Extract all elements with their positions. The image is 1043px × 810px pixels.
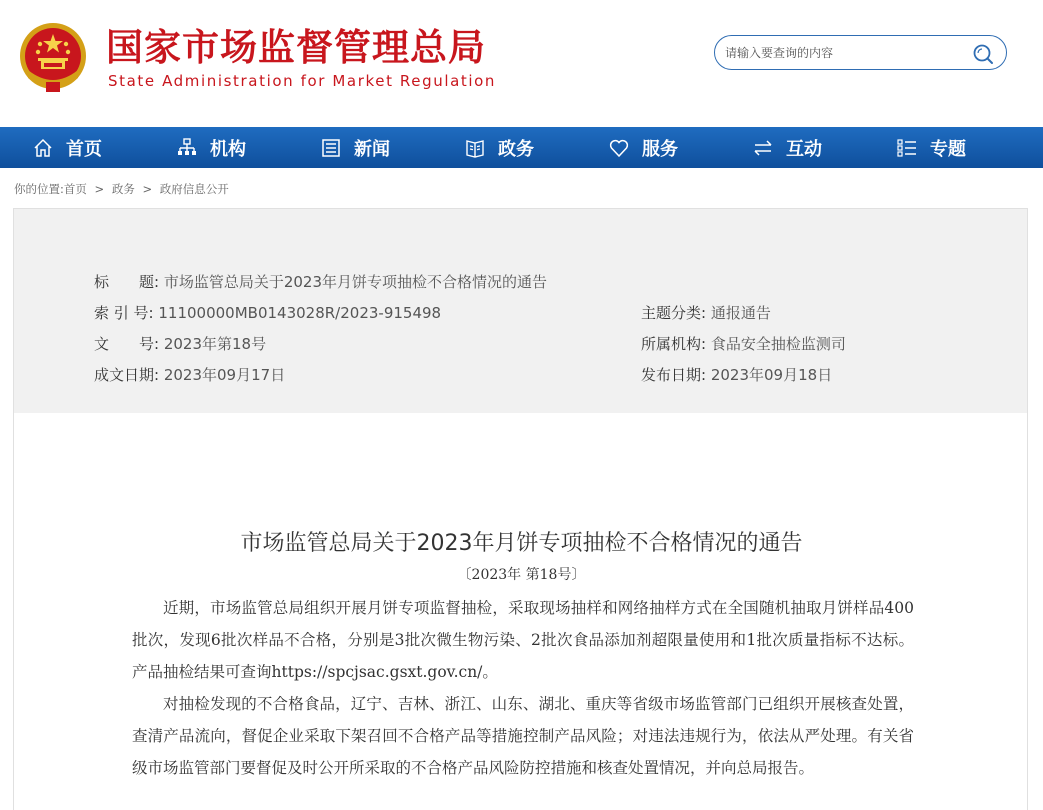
nav-label: 新闻 [354,138,390,160]
site-header [0,0,1043,127]
metadata-category-row [641,302,771,323]
metadata-title-value: 市场监管总局关于2023年月饼专项抽检不合格情况的通告 [163,273,548,291]
metadata-docno-label: 文 号: [94,335,160,353]
document-paragraph: 对抽检发现的不合格食品，辽宁、吉林、浙江、山东、湖北、重庆等省级市场监管部门已组织开展核查处置，查清产品流向，督促企业采取下架召回不合格产品等措施控制产品风险；对违法违规行为，依法从严处理。有关省级市场监管部门要督促及时公开所采取的不合格产品风险防控措施和核查处置情况，并向总局报告。 [132,695,914,777]
breadcrumb-prefix: 你的位置: [14,182,64,196]
breadcrumb [14,181,229,197]
metadata-category-value: 通报通告 [710,304,771,322]
metadata-publish-label: 发布日期: [641,366,707,384]
metadata-category-label: 主题分类: [641,304,707,322]
metadata-title-row [94,271,547,292]
document-metadata-panel [13,208,1028,414]
breadcrumb-link-government-affairs[interactable]: 政务 [111,182,135,196]
national-emblem-icon [16,20,90,96]
nav-label: 专题 [930,138,966,160]
site-title: 国家市场监督管理总局 [106,26,486,69]
nav-label: 互动 [786,138,822,160]
metadata-date-row [94,364,285,385]
government-affairs-icon [464,137,486,159]
metadata-index-value: 11100000MB0143028R/2023-915498 [158,304,442,322]
exchange-arrows-icon [752,137,774,159]
nav-label: 服务 [642,138,678,160]
breadcrumb-separator: > [142,182,153,196]
metadata-agency-label: 所属机构: [641,335,707,353]
nav-item-government-affairs[interactable] [464,127,534,168]
metadata-publish-row [641,364,832,385]
metadata-publish-value: 2023年09月18日 [710,366,833,384]
metadata-date-label: 成文日期: [94,366,160,384]
metadata-docno-value: 2023年第18号 [163,335,267,353]
nav-item-interaction[interactable] [752,127,822,168]
document-body [132,592,914,784]
metadata-index-label: 索 引 号: [94,304,154,322]
site-subtitle: State Administration for Market Regulation [108,72,497,90]
search-box [714,35,1007,70]
news-icon [320,137,342,159]
document-number: 〔2023年 第18号〕 [457,567,586,583]
main-nav [0,127,1043,168]
document-paragraph: 近期，市场监管总局组织开展月饼专项监督抽检，采取现场抽样和网络抽样方式在全国随机抽取月饼样品400批次，发现6批次样品不合格，分别是3批次微生物污染、2批次食品添加剂超限量使用和1批次质量指标不达标。产品抽检结果可查询https://spcjsac.gsxt.gov.cn/。 [132,599,914,681]
metadata-agency-row [641,333,846,354]
heart-icon [608,137,630,159]
search-icon[interactable] [972,43,994,65]
breadcrumb-link-info-disclosure[interactable]: 政府信息公开 [159,182,229,196]
metadata-title-label: 标 题: [94,273,160,291]
nav-label: 首页 [66,138,102,160]
nav-item-news[interactable] [320,127,390,168]
metadata-agency-value: 食品安全抽检监测司 [710,335,846,353]
metadata-docno-row [94,333,266,354]
nav-label: 政务 [498,138,534,160]
nav-item-services[interactable] [608,127,678,168]
org-chart-icon [176,137,198,159]
nav-label: 机构 [210,138,246,160]
topics-list-icon [896,137,918,159]
breadcrumb-separator: > [94,182,105,196]
breadcrumb-link-home[interactable]: 首页 [63,182,87,196]
search-input[interactable] [725,43,965,63]
metadata-date-value: 2023年09月17日 [163,366,286,384]
document-content [13,413,1028,810]
document-title: 市场监管总局关于2023年月饼专项抽检不合格情况的通告 [240,531,803,556]
nav-item-topics[interactable] [896,127,966,168]
metadata-index-row [94,302,441,323]
nav-item-home[interactable] [32,127,102,168]
nav-item-organization[interactable] [176,127,246,168]
home-icon [32,137,54,159]
